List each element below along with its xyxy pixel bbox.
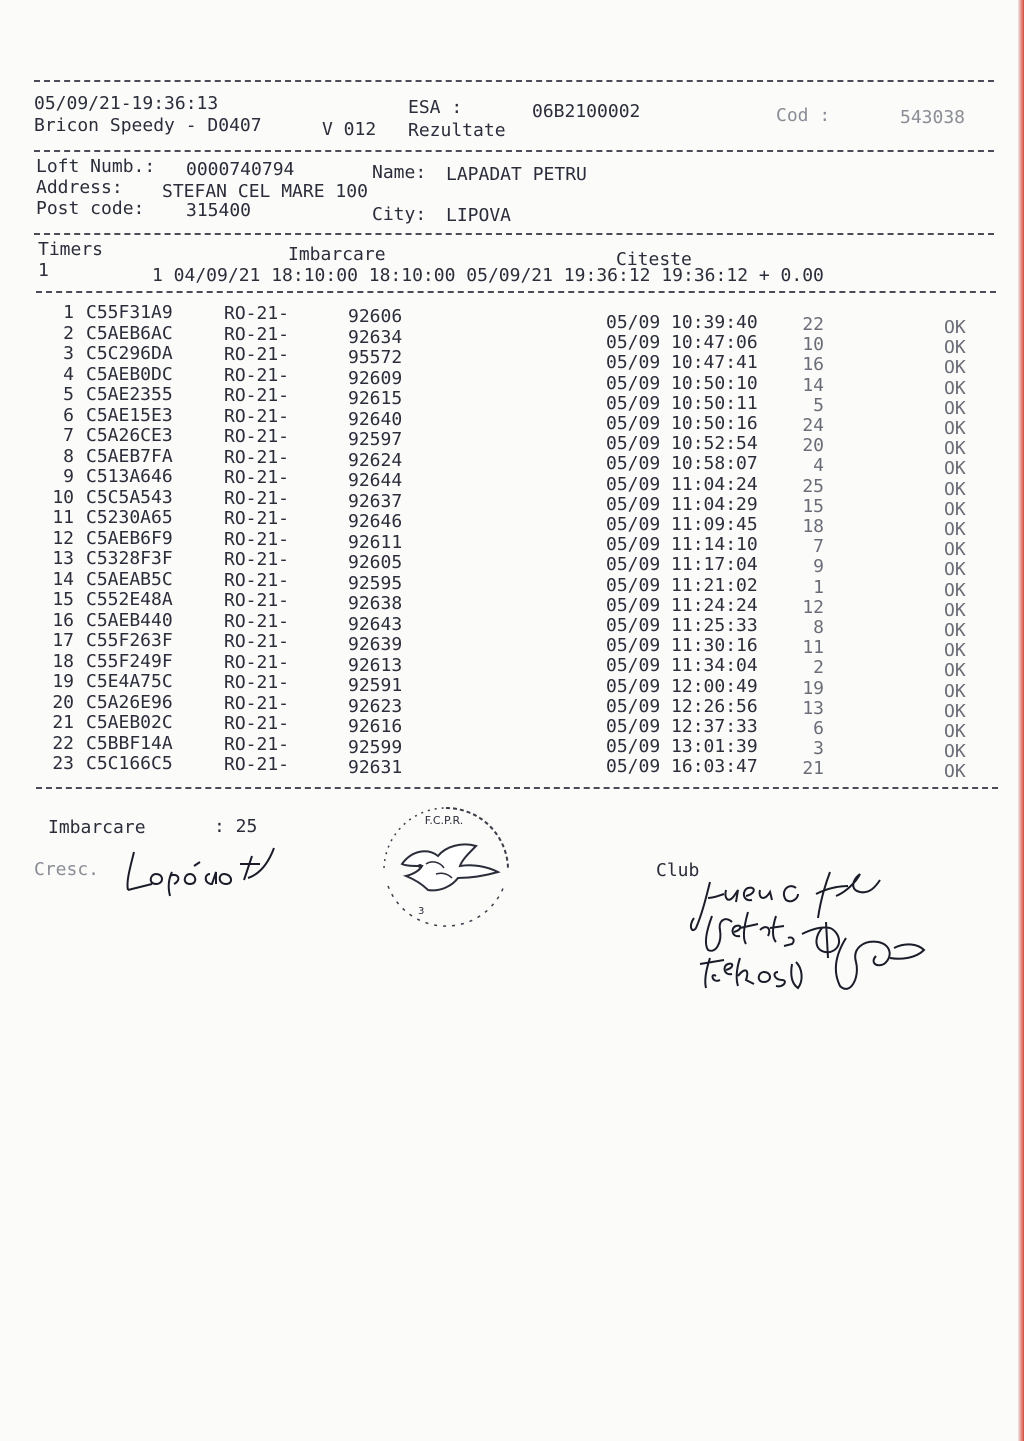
address-value: STEFAN CEL MARE 100	[162, 181, 368, 202]
row-status: OK	[944, 458, 966, 480]
row-chip-id: C55F31A9	[86, 302, 173, 323]
row-status: OK	[944, 317, 966, 338]
imbarcare-count: : 25	[214, 816, 258, 837]
divider-timers	[36, 291, 996, 293]
imbarcare-header: Imbarcare	[288, 244, 386, 265]
club-signatures	[680, 868, 930, 998]
row-index: 3	[63, 343, 74, 364]
row-chip-id: C5C5A543	[86, 486, 173, 508]
row-arrival-time: 05/09 10:47:41	[606, 352, 758, 374]
row-chip-id: C5C296DA	[86, 343, 173, 364]
citeste-header: Citeste	[616, 249, 692, 270]
row-arrival-time: 05/09 16:03:47	[606, 756, 758, 778]
row-ring-number: 95572	[348, 347, 403, 368]
row-index: 5	[63, 384, 74, 405]
row-ring-prefix: RO-21-	[224, 364, 290, 386]
row-position: 2	[813, 657, 824, 679]
row-arrival-time: 05/09 10:39:40	[606, 312, 758, 333]
row-arrival-time: 05/09 10:50:11	[606, 392, 758, 414]
loft-label: Loft Numb.:	[36, 156, 156, 177]
row-position: 10	[802, 334, 824, 356]
row-position: 5	[813, 394, 824, 416]
row-ring-number: 92638	[348, 593, 403, 614]
row-chip-id: C5AEB440	[86, 609, 173, 631]
row-ring-number: 92595	[348, 572, 403, 594]
row-ring-number: 92599	[348, 736, 403, 758]
row-index: 19	[52, 671, 74, 692]
row-ring-prefix: RO-21-	[224, 323, 290, 345]
row-status: OK	[944, 700, 966, 722]
row-ring-prefix: RO-21-	[224, 549, 290, 570]
row-arrival-time: 05/09 11:17:04	[606, 554, 758, 576]
row-position: 21	[802, 758, 824, 780]
row-arrival-time: 05/09 11:04:29	[606, 493, 758, 515]
row-ring-prefix: RO-21-	[224, 733, 290, 755]
row-ring-number: 92597	[348, 429, 403, 450]
pigeon-stamp-icon	[376, 802, 516, 934]
row-ring-prefix: RO-21-	[224, 651, 290, 673]
row-index: 22	[52, 732, 74, 754]
row-arrival-time: 05/09 11:34:04	[606, 655, 758, 677]
row-arrival-time: 05/09 12:37:33	[606, 716, 758, 737]
row-chip-id: C5A26E96	[86, 691, 173, 713]
row-ring-number: 92615	[348, 388, 403, 409]
row-arrival-time: 05/09 11:21:02	[606, 574, 758, 596]
row-arrival-time: 05/09 13:01:39	[606, 736, 758, 758]
row-chip-id: C5E4A75C	[86, 671, 173, 692]
row-ring-number: 92634	[348, 326, 403, 348]
row-arrival-time: 05/09 11:14:10	[606, 534, 758, 556]
imbarcare-footer-label: Imbarcare	[48, 817, 146, 838]
row-arrival-time: 05/09 11:25:33	[606, 615, 758, 636]
row-index: 18	[52, 650, 74, 672]
row-ring-prefix: RO-21-	[224, 385, 290, 406]
row-ring-prefix: RO-21-	[224, 508, 290, 529]
row-index: 12	[52, 527, 74, 549]
row-status: OK	[944, 640, 966, 662]
row-arrival-time: 05/09 10:58:07	[606, 453, 758, 475]
row-position: 25	[802, 475, 824, 497]
row-index: 1	[63, 302, 74, 323]
row-chip-id: C5AEB6AC	[86, 322, 173, 344]
row-position: 15	[802, 495, 824, 517]
row-ring-prefix: RO-21-	[224, 569, 290, 591]
row-index: 15	[52, 589, 74, 610]
row-status: OK	[944, 660, 966, 682]
row-index: 13	[52, 548, 74, 569]
row-ring-prefix: RO-21-	[224, 590, 290, 611]
row-chip-id: C5AE15E3	[86, 404, 173, 426]
divider-loft	[34, 233, 994, 235]
row-chip-id: C5AEB6F9	[86, 527, 173, 549]
row-position: 22	[802, 314, 824, 335]
name-label: Name:	[372, 162, 427, 183]
row-status: OK	[944, 478, 966, 500]
club-label: Club	[656, 860, 700, 881]
row-chip-id: C5AEB0DC	[86, 363, 173, 385]
row-index: 6	[63, 404, 74, 426]
post-code-label: Post code:	[36, 198, 145, 219]
row-position: 20	[802, 435, 824, 457]
row-index: 16	[52, 609, 74, 631]
row-status: OK	[944, 438, 966, 460]
row-position: 9	[813, 556, 824, 578]
loft-value: 0000740794	[186, 159, 295, 180]
row-position: 19	[802, 677, 824, 699]
row-status: OK	[944, 377, 966, 399]
row-index: 7	[63, 425, 74, 446]
row-chip-id: C5AEB7FA	[86, 445, 173, 467]
row-arrival-time: 05/09 11:24:24	[606, 594, 758, 616]
row-ring-prefix: RO-21-	[224, 467, 290, 488]
row-ring-number: 92609	[348, 367, 403, 389]
row-status: OK	[944, 397, 966, 419]
row-ring-number: 92646	[348, 511, 403, 532]
row-ring-prefix: RO-21-	[224, 528, 290, 550]
row-index: 2	[63, 322, 74, 344]
row-chip-id: C513A646	[86, 466, 173, 487]
row-arrival-time: 05/09 11:04:24	[606, 473, 758, 495]
stamp-number: 3	[418, 906, 425, 917]
paper-edge	[1018, 0, 1024, 1441]
row-arrival-time: 05/09 10:50:16	[606, 413, 758, 434]
row-status: OK	[944, 579, 966, 601]
row-ring-number: 92605	[348, 552, 403, 573]
timer-line: 1 04/09/21 18:10:00 18:10:00 05/09/21 19:36:12 19:36:12 + 0.00	[152, 265, 824, 286]
row-chip-id: C5328F3F	[86, 548, 173, 569]
row-ring-prefix: RO-21-	[224, 754, 290, 775]
row-position: 6	[813, 718, 824, 739]
row-status: OK	[944, 519, 966, 540]
divider-results	[36, 787, 998, 789]
row-arrival-time: 05/09 10:52:54	[606, 433, 758, 455]
row-ring-number: 92643	[348, 613, 403, 635]
divider-top	[34, 80, 994, 82]
row-position: 13	[802, 697, 824, 719]
row-ring-prefix: RO-21-	[224, 446, 290, 468]
row-chip-id: C552E48A	[86, 589, 173, 610]
row-ring-number: 92624	[348, 449, 403, 471]
divider-header	[34, 150, 994, 152]
row-chip-id: C5C166C5	[86, 753, 173, 774]
row-status: OK	[944, 559, 966, 581]
row-ring-number: 92606	[348, 306, 403, 327]
row-status: OK	[944, 741, 966, 763]
row-index: 8	[63, 445, 74, 467]
row-ring-number: 92611	[348, 531, 403, 553]
row-position: 11	[802, 637, 824, 659]
esa-label: ESA :	[408, 97, 463, 118]
row-position: 14	[802, 374, 824, 396]
row-ring-prefix: RO-21-	[224, 692, 290, 714]
city-value: LIPOVA	[446, 205, 512, 226]
row-index: 9	[63, 466, 74, 487]
row-ring-prefix: RO-21-	[224, 426, 290, 447]
row-position: 24	[802, 415, 824, 436]
row-ring-prefix: RO-21-	[224, 713, 290, 734]
row-chip-id: C5A26CE3	[86, 425, 173, 446]
row-arrival-time: 05/09 11:30:16	[606, 635, 758, 657]
row-arrival-time: 05/09 10:50:10	[606, 372, 758, 394]
row-position: 16	[802, 354, 824, 376]
row-status: OK	[944, 418, 966, 439]
name-value: LAPADAT PETRU	[446, 164, 587, 185]
row-ring-prefix: RO-21-	[224, 672, 290, 693]
row-ring-prefix: RO-21-	[224, 631, 290, 652]
row-ring-number: 92616	[348, 716, 403, 737]
row-index: 23	[52, 753, 74, 774]
row-index: 21	[52, 712, 74, 733]
row-chip-id: C5AEAB5C	[86, 568, 173, 590]
row-status: OK	[944, 599, 966, 621]
row-chip-id: C5AEB02C	[86, 712, 173, 733]
row-index: 17	[52, 630, 74, 651]
cod-value: 543038	[900, 107, 966, 128]
row-index: 10	[52, 486, 74, 508]
row-arrival-time: 05/09 12:00:49	[606, 675, 758, 697]
row-arrival-time: 05/09 10:47:06	[606, 332, 758, 354]
cod-label: Cod :	[776, 105, 831, 126]
row-status: OK	[944, 721, 966, 742]
row-position: 7	[813, 536, 824, 558]
row-chip-id: C55F263F	[86, 630, 173, 651]
stamp-text: F.C.P.R.	[424, 814, 464, 827]
row-chip-id: C5230A65	[86, 507, 173, 528]
row-index: 11	[52, 507, 74, 528]
post-code-value: 315400	[186, 200, 252, 221]
row-ring-prefix: RO-21-	[224, 487, 290, 509]
row-ring-number: 92640	[348, 408, 403, 430]
row-status: OK	[944, 539, 966, 561]
row-status: OK	[944, 337, 966, 359]
timers-label: Timers	[38, 239, 104, 260]
row-arrival-time: 05/09 11:09:45	[606, 514, 758, 535]
rezultate-title: Rezultate	[408, 120, 506, 141]
row-ring-prefix: RO-21-	[224, 610, 290, 632]
cresc-signature	[120, 844, 280, 900]
row-position: 3	[813, 738, 824, 760]
device-name: Bricon Speedy - D0407	[34, 115, 262, 136]
print-datetime: 05/09/21-19:36:13	[34, 93, 219, 114]
row-chip-id: C5BBF14A	[86, 732, 173, 754]
row-ring-prefix: RO-21-	[224, 344, 290, 365]
row-ring-number: 92637	[348, 490, 403, 512]
row-ring-number: 92631	[348, 757, 403, 778]
row-position: 18	[802, 516, 824, 537]
row-position: 1	[813, 576, 824, 598]
row-arrival-time: 05/09 12:26:56	[606, 695, 758, 717]
row-ring-prefix: RO-21-	[224, 405, 290, 427]
row-chip-id: C5AE2355	[86, 384, 173, 405]
row-ring-number: 92613	[348, 654, 403, 676]
row-position: 12	[802, 596, 824, 618]
row-index: 4	[63, 363, 74, 385]
row-status: OK	[944, 498, 966, 520]
row-position: 4	[813, 455, 824, 477]
row-index: 20	[52, 691, 74, 713]
row-ring-number: 92644	[348, 470, 403, 491]
timer-number: 1	[38, 260, 49, 281]
row-status: OK	[944, 761, 966, 783]
row-status: OK	[944, 357, 966, 379]
row-chip-id: C55F249F	[86, 650, 173, 672]
row-index: 14	[52, 568, 74, 590]
esa-value: 06B2100002	[532, 101, 641, 122]
cresc-label: Cresc.	[34, 859, 100, 880]
address-label: Address:	[36, 177, 123, 198]
city-label: City:	[372, 204, 427, 225]
row-ring-number: 92591	[348, 675, 403, 696]
device-version: V 012	[322, 119, 377, 140]
row-status: OK	[944, 620, 966, 641]
row-ring-number: 92623	[348, 695, 403, 717]
row-ring-prefix: RO-21-	[224, 303, 290, 324]
row-position: 8	[813, 617, 824, 638]
row-ring-number: 92639	[348, 634, 403, 655]
row-status: OK	[944, 680, 966, 702]
